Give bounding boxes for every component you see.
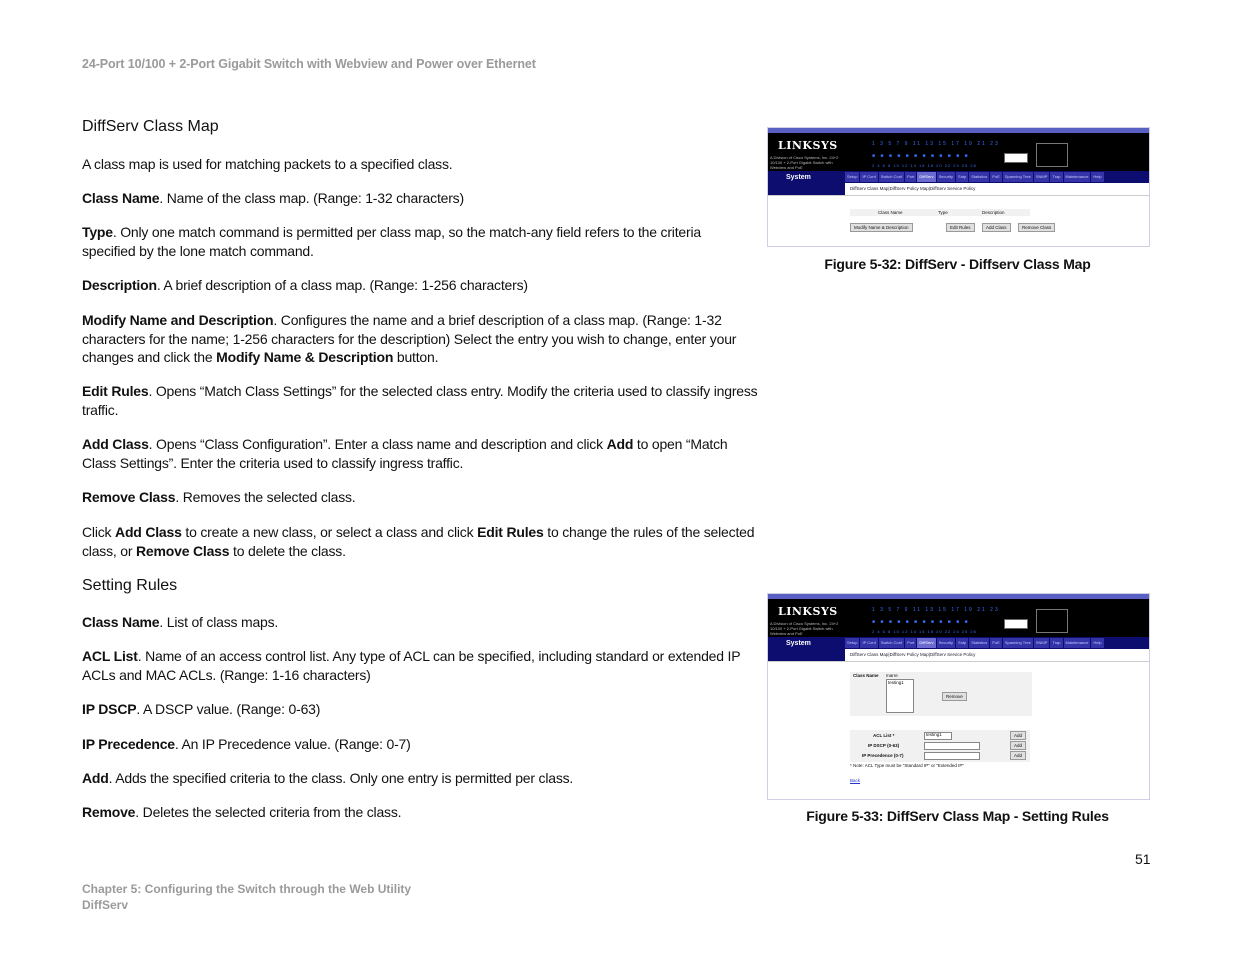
class-name-value: marre <box>886 673 898 678</box>
intro-paragraph: A class map is used for matching packets to a specified class. <box>82 156 453 172</box>
sub-navigation[interactable]: DiffServ Class Map|DiffServ Policy Map|DiffServ Service Policy <box>768 649 1149 662</box>
tab-port[interactable]: Port <box>905 638 916 648</box>
tab-maintenance[interactable]: Maintenance <box>1064 172 1091 182</box>
tab-ip-conf[interactable]: IP Conf <box>860 638 877 648</box>
port-leds: ■ ■ ■ ■ ■ ■ ■ ■ ■ ■ ■ ■ <box>872 619 970 625</box>
tab-bar <box>845 172 1149 182</box>
term: Description <box>82 277 157 293</box>
definition: . A DSCP value. (Range: 0-63) <box>136 701 321 717</box>
port-numbers-top: 1 3 5 7 9 11 13 15 17 19 21 23 <box>872 607 1000 613</box>
definition: to open “Match Class Settings”. Enter the criteria used to classify ingress traffic. <box>82 436 728 471</box>
definition: button. <box>393 349 439 365</box>
page-number: 51 <box>1135 851 1151 867</box>
term: Add Class <box>82 436 149 452</box>
def-edit-rules <box>82 382 758 419</box>
add-class-button[interactable]: Add Class <box>982 223 1011 232</box>
def-ip-precedence <box>82 735 758 754</box>
def-remove-class <box>82 488 758 507</box>
term: Edit Rules <box>477 524 544 540</box>
back-link[interactable]: Back <box>850 778 861 783</box>
port-leds: ■ ■ ■ ■ ■ ■ ■ ■ ■ ■ ■ ■ <box>872 153 970 159</box>
edit-rules-button[interactable]: Edit Rules <box>946 223 975 232</box>
tab-help[interactable]: Help <box>1091 172 1103 182</box>
figure-5-33-caption: Figure 5-33: DiffServ Class Map - Setting Rules <box>806 808 1109 824</box>
add-dscp-button[interactable]: Add <box>1010 741 1026 750</box>
figure-5-32-screenshot <box>767 127 1150 247</box>
term: Type <box>82 224 113 240</box>
remove-class-button[interactable]: Remove Class <box>1018 223 1055 232</box>
def-remove <box>82 803 758 822</box>
logo-subtitle: A Division of Cisco Systems, Inc. 24+2 10/100 + 2-Port Gigabit Switch with Webview and PoE <box>770 621 839 636</box>
term: Remove Class <box>82 489 176 505</box>
tab-statistics[interactable]: Statistics <box>969 638 989 648</box>
remove-button[interactable]: Remove <box>942 692 967 701</box>
col-type: Type <box>938 210 948 215</box>
tab-maintenance[interactable]: Maintenance <box>1064 638 1091 648</box>
tab-diffserv[interactable]: DiffServ <box>917 172 935 182</box>
term: Modify Name & Description <box>216 349 394 365</box>
tab-poe[interactable]: PoE <box>990 638 1002 648</box>
definition: . Opens “Class Configuration”. Enter a class name and description and click <box>148 436 607 452</box>
definition: . A brief description of a class map. (Range: 1-256 characters) <box>156 277 528 293</box>
tab-snmp[interactable]: SNMP <box>1034 172 1050 182</box>
device-icon <box>1004 153 1028 163</box>
ip-precedence-input[interactable] <box>924 752 980 760</box>
ip-dscp-input[interactable] <box>924 742 980 750</box>
tab-port[interactable]: Port <box>905 172 916 182</box>
term: Modify Name and Description <box>82 312 274 328</box>
text: to change the rules of the selected class, or <box>82 524 755 559</box>
ip-dscp-label: IP DSCP (0-63) <box>868 743 900 748</box>
definition: . Only one match command is permitted per class map, so the match-any field refers to the criteria specified by the lone match command. <box>82 224 701 259</box>
tab-spanning-tree[interactable]: Spanning Tree <box>1003 638 1033 648</box>
term: Remove <box>82 804 136 820</box>
tab-bar <box>845 638 1149 648</box>
tab-snmp[interactable]: SNMP <box>1034 638 1050 648</box>
footer-chapter: Chapter 5: Configuring the Switch through the Web Utility <box>82 882 412 896</box>
add-precedence-button[interactable]: Add <box>1010 751 1026 760</box>
acl-list-label: ACL List * <box>873 733 895 738</box>
tab-trap[interactable]: Trap <box>1050 638 1062 648</box>
tab-diffserv[interactable]: DiffServ <box>917 638 935 648</box>
linksys-logo: LINKSYS <box>778 139 838 152</box>
def-modify-name <box>82 311 758 367</box>
def-add <box>82 769 758 788</box>
linksys-logo: LINKSYS <box>778 605 838 618</box>
acl-type-note: * Note: ACL Type must be "Standard IP" or "Extended IP" <box>850 763 964 768</box>
tab-setup[interactable]: Setup <box>845 172 859 182</box>
tab-spanning-tree[interactable]: Spanning Tree <box>1003 172 1033 182</box>
sub-navigation[interactable]: DiffServ Class Map|DiffServ Policy Map|DiffServ Service Policy <box>768 183 1149 196</box>
tab-switch-conf[interactable]: Switch Conf <box>879 638 904 648</box>
tab-sntp[interactable]: Sntp <box>956 638 968 648</box>
term: Add Class <box>115 524 182 540</box>
definition: . Name of the class map. (Range: 1-32 characters) <box>159 190 464 206</box>
class-name-label: Class Name <box>853 673 879 678</box>
term: IP DSCP <box>82 701 137 717</box>
system-label: System <box>786 640 811 647</box>
term: Edit Rules <box>82 383 149 399</box>
criteria-listbox[interactable] <box>886 679 914 713</box>
definition: . Configures the name and a brief description of a class map. (Range: 1-32 characters for the name; 1-256 characters for the description) Select the entry you wish to change, enter your changes and click the <box>82 312 737 365</box>
definition: . Deletes the selected criteria from the class. <box>135 804 402 820</box>
definition: . An IP Precedence value. (Range: 0-7) <box>174 736 411 752</box>
system-label: System <box>786 174 811 181</box>
term: ACL List <box>82 648 138 664</box>
list-item[interactable]: testing1 <box>888 680 904 685</box>
term: Add <box>606 436 634 452</box>
click-instructions <box>82 523 758 560</box>
logo-subtitle: A Division of Cisco Systems, Inc. 24+2 10/100 + 2-Port Gigabit Switch with Webview and PoE <box>770 155 839 170</box>
document-header: 24-Port 10/100 + 2-Port Gigabit Switch with Webview and Power over Ethernet <box>82 57 536 71</box>
main-nav <box>768 171 1149 183</box>
footer-section: DiffServ <box>82 898 129 912</box>
term: Class Name <box>82 614 160 630</box>
figure-5-32-caption: Figure 5-32: DiffServ - Diffserv Class Map <box>824 256 1091 272</box>
add-acl-button[interactable]: Add <box>1010 731 1026 740</box>
acl-list-select[interactable] <box>924 732 952 740</box>
tab-help[interactable]: Help <box>1091 638 1103 648</box>
def-description <box>82 276 758 295</box>
def-class-name-2 <box>82 613 758 632</box>
term: Add <box>82 770 109 786</box>
term: Class Name <box>82 190 160 206</box>
definition: . Removes the selected class. <box>175 489 356 505</box>
ip-precedence-label: IP Precedence (0-7) <box>862 753 904 758</box>
col-description: Description <box>982 210 1005 215</box>
definition: . Adds the specified criteria to the class. Only one entry is permitted per class. <box>108 770 574 786</box>
tab-security[interactable]: Security <box>937 638 955 648</box>
def-acl-list <box>82 647 742 684</box>
section-title-class-map: DiffServ Class Map <box>82 118 219 135</box>
term: IP Precedence <box>82 736 175 752</box>
tab-sntp[interactable]: Sntp <box>956 172 968 182</box>
main-nav <box>768 637 1149 649</box>
tab-statistics[interactable]: Statistics <box>969 172 989 182</box>
text: to create a new class, or select a class and click <box>181 524 478 540</box>
tab-trap[interactable]: Trap <box>1050 172 1062 182</box>
tab-setup[interactable]: Setup <box>845 638 859 648</box>
figure-5-33-screenshot <box>767 593 1150 800</box>
tab-poe[interactable]: PoE <box>990 172 1002 182</box>
section-title-setting-rules: Setting Rules <box>82 577 178 594</box>
def-class-name <box>82 189 758 208</box>
tab-ip-conf[interactable]: IP Conf <box>860 172 877 182</box>
text: to delete the class. <box>229 542 346 559</box>
definition: . Name of an access control list. Any type of ACL can be specified, including standard or extended IP ACLs and MAC ACLs. (Range: 1-16 characters) <box>82 648 741 683</box>
term: Remove Class <box>136 542 230 559</box>
port-numbers-top: 1 3 5 7 9 11 13 15 17 19 21 23 <box>872 141 1000 147</box>
col-class-name: Class Name <box>878 210 903 215</box>
port-numbers-bottom: 2 4 6 8 10 12 14 16 18 20 22 24 25 26 <box>872 163 977 168</box>
acl-list-selected: testing1 <box>926 732 942 737</box>
device-icon <box>1004 619 1028 629</box>
definition: . Opens “Match Class Settings” for the selected class entry. Modify the criteria used to classify ingress traffic. <box>82 383 758 418</box>
def-type <box>82 223 758 260</box>
def-add-class <box>82 435 758 472</box>
definition: . List of class maps. <box>159 614 279 630</box>
cisco-logo-icon <box>1036 609 1068 633</box>
def-ip-dscp <box>82 700 758 719</box>
modify-name-button[interactable]: Modify Name & Description <box>850 223 913 232</box>
tab-security[interactable]: Security <box>937 172 955 182</box>
text: Click <box>82 524 116 540</box>
cisco-logo-icon <box>1036 143 1068 167</box>
tab-switch-conf[interactable]: Switch Conf <box>879 172 904 182</box>
port-numbers-bottom: 2 4 6 8 10 12 14 16 18 20 22 24 25 26 <box>872 629 977 634</box>
